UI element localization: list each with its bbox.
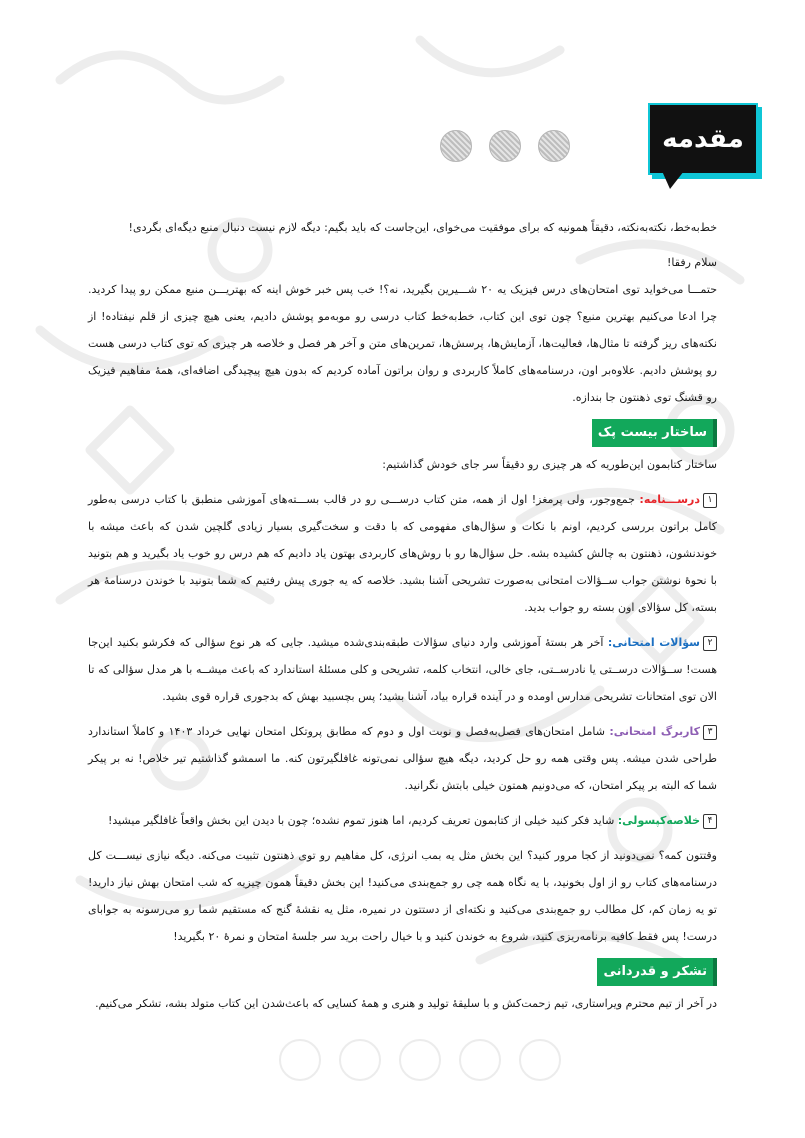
list-item-lesson <box>88 486 717 621</box>
item-text: آخر هر بستهٔ آموزشی وارد دنیای سؤالات طبقه‌بندی‌شده میشید. جایی که هر نوع سؤالی که فکرشو بکنید این‌جا هست! ســؤالات درســتی یا نادرســتی، جای خالی، انتخاب کلمه، تشریحی و کلی مسئلهٔ استاندارد که باعث میشــه با هر مدل سؤالی که تا الان توی امتحانات تشریحی مدارس اومده و در آینده قراره بیاد، آشنا بشید؛ پس بچسبید بهش که بدجوری قراره قوی بشید. <box>88 636 717 703</box>
item-label: کاربرگ امتحانی: <box>609 725 700 738</box>
intro-paragraph: حتمـــا می‌خواید توی امتحان‌های درس فیزیک یه ۲۰ شـــیرین بگیرید، نه؟! خب پس خبر خوش اینه که بهتریـــن منبع ممکن رو پیدا کردید. چرا ادعا می‌کنیم بهترین منبع؟ چون توی این کتاب، خط‌به‌خط کتاب درسی رو موبه‌مو پوشش دادیم، یعنی هیچ چیزی از قلم نیفتاده! از نکته‌های ریز گرفته تا مثال‌ها، فعالیت‌ها، آزمایش‌ها، پرسش‌ها، تمرین‌های متن و آخر هر فصل و خلاصه هر چیزی که توی کتاب درسی هست رو پوشش دادیم. علاوه‌بر اون، درسنامه‌های کاملاً کاربردی و روان براتون آماده کردیم که بدون هیچ پیچیدگی اضافه‌ای، همهٔ مفاهیم فیزیک رو قشنگ توی ذهنتون جا بندازه. <box>88 283 717 404</box>
item-number: ۴ <box>703 814 717 829</box>
structure-lead: ساختار کتابمون این‌طوریه که هر چیزی رو دقیقاً سر جای خودش گذاشتیم: <box>382 458 717 471</box>
dot <box>489 130 521 162</box>
item-label: سؤالات امتحانی: <box>607 636 700 649</box>
page-content <box>88 214 717 1017</box>
speech-tail <box>662 171 684 189</box>
list-item-exam-questions <box>88 629 717 710</box>
list-item-summary <box>88 807 717 834</box>
item-number: ۲ <box>703 636 717 651</box>
item-number: ۱ <box>703 493 717 508</box>
section-heading-thanks: تشکر و قدردانی <box>597 958 717 986</box>
item-text: شاید فکر کنید خیلی از کتابمون تعریف کردیم، اما هنوز تموم نشده؛ چون با دیدن این بخش واقعاً غافلگیر میشید! <box>108 814 618 827</box>
title-box <box>648 103 758 175</box>
dot <box>538 130 570 162</box>
summary-paragraph: وقتتون کمه؟ نمی‌دونید از کجا مرور کنید؟ این بخش مثل یه بمب انرژی، کل مفاهیم رو توی ذهنتون تثبیت می‌کنه. دیگه نیازی نیســـت کل درسنامه‌های کتاب رو از اول بخونید، با یه نگاه همه چی رو جمع‌بندی می‌کنید! این بخش دقیقاً همون چیزیه که شب امتحان بهش نیاز دارید! تو یه زمان کم، کل مطالب رو جمع‌بندی می‌کنید و نکته‌ای از دستتون در نمیره، مثل یه نقشهٔ گنج که مستقیم شما رو می‌رسونه به جوابای درست! پس فقط کافیه برنامه‌ریزی کنید، شروع به خوندن کنید و با خیال راحت برید سر جلسهٔ امتحان و نمرهٔ ۲۰ بگیرید! <box>88 849 717 943</box>
intro-line: خط‌به‌خط، نکته‌به‌نکته، دقیقاً همونیه که برای موفقیت می‌خوای، این‌جاست که باید بگیم: دیگه لازم نیست دنبال منبع دیگه‌ای بگردی! <box>128 221 717 234</box>
list-item-exam-sheet <box>88 718 717 799</box>
item-label: درســـنامه: <box>639 493 700 506</box>
item-text: شامل امتحان‌های فصل‌به‌فصل و نوبت اول و دوم که مطابق پروتکل امتحان نهایی خرداد ۱۴۰۳ و کاملاً استاندارد طراحی شدن میشه. پس وقتی همه رو حل کردید، دیگه هیچ سؤالی نمی‌تونه غافلگیرتون کنه. ما اسمشو گذاشتیم تیر خلاص! نه بر پیکر شما که البته بر پیکر امتحان، که می‌دونیم همتون خیلی بابتش نگرانید. <box>88 725 717 792</box>
page-title: مقدمه <box>662 124 744 154</box>
title-badge <box>648 103 758 188</box>
item-text: جمع‌وجور، ولی پرمغز! اول از همه، متن کتاب درســـی رو در قالب بســـته‌های آموزشی منطبق با کتاب درسی به‌طور کامل براتون بررسی کردیم، اونم با نکات و سؤال‌های مفهومی که با دقت و سخت‌گیری بسیار زیادی گلچین شدن که باعث میشه با خوندنشون، ذهنتون به چالش کشیده بشه. حل سؤال‌ها رو با روش‌های کاربردی بهتون یاد دادیم که هم درس رو خوب یاد بگیرید و هم بتونید با نحوهٔ نوشتن جواب ســؤالات امتحانی به‌صورت تشریحی آشنا بشید. خلاصه که یه جوری پیش رفتیم که شما بتونید با خوندن درسنامهٔ هر بسته، کل سؤالای اون بسته رو جواب بدید. <box>88 493 717 614</box>
greeting: سلام رفقا! <box>667 256 717 269</box>
thanks-paragraph: در آخر از تیم محترم ویراستاری، تیم زحمت‌کش و با سلیقهٔ تولید و هنری و همهٔ کسایی که باعث‌شدن این کتاب متولد بشه، تشکر می‌کنیم. <box>95 997 717 1010</box>
item-label: خلاصه‌کپسولی: <box>617 814 700 827</box>
item-number: ۳ <box>703 725 717 740</box>
decorative-dots <box>440 130 570 162</box>
section-heading-structure: ساختار بیست پک <box>592 419 717 447</box>
dot <box>440 130 472 162</box>
